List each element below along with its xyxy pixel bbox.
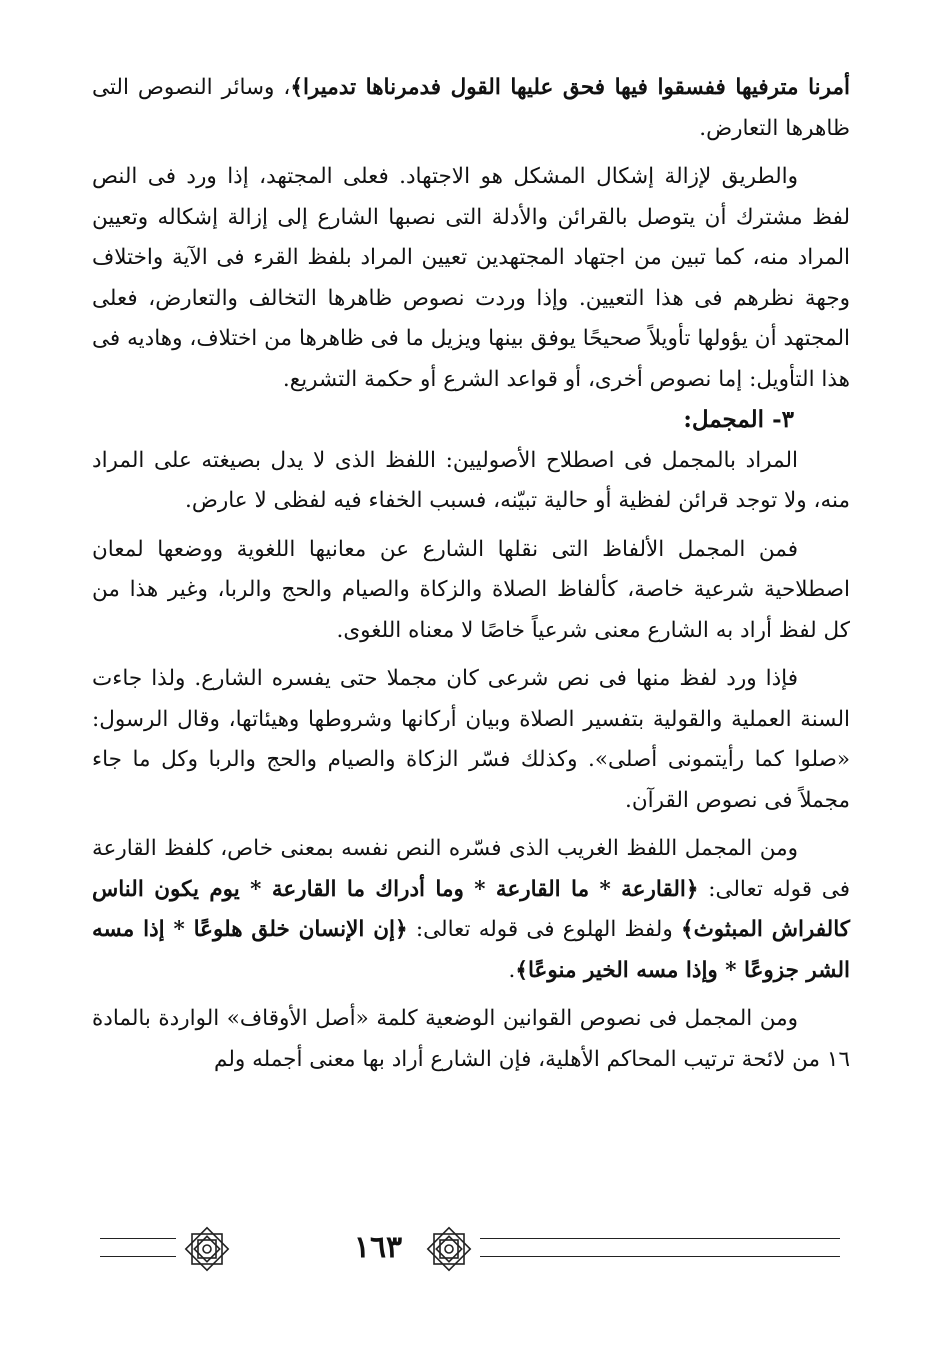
paragraph-3: [92, 441, 850, 522]
text-segment: والطريق لإزالة إشكال المشكل هو الاجتهاد. فعلى المجتهد، إذا ورد فى النص لفظ مشترك أن يتوصل بالقرائن والأدلة التى نصبها الشارع إلى إزالة إشكاله وتعيين المراد منه، كما تبين من اجتهاد المجتهدين تعيين المراد بلفظ القرء فى الآية واختلاف وجهة نظرهم فى هذا التعيين. وإذا وردت نصوص ظاهرها التخالف والتعارض، فعلى المجتهد أن يؤولها تأويلاً صحيحًا يوفق بينها ويزيل ما فى ظاهرها من اختلاف، وهاديه فى هذا التأويل: إما نصوص أخرى، أو قواعد الشرع أو حكمة التشريع.: [92, 164, 850, 392]
text-segment: ، وسائر النصوص التى ظاهرها التعارض.: [92, 75, 850, 141]
text-segment: ومن المجمل اللفظ الغريب الذى فسّره النص نفسه بمعنى خاص، كلفظ القارعة فى قوله تعالى:: [92, 836, 850, 902]
star-ornament-icon: [180, 1222, 234, 1276]
paragraph-2: [92, 157, 850, 400]
text-segment: فإذا ورد لفظ منها فى نص شرعى كان مجملا حتى يفسره الشارع. ولذا جاءت السنة العملية والقولية بتفسير الصلاة وبيان أركانها وشروطها وهيئاتها، وقال الرسول: «صلوا كما رأيتمونى أصلى». وكذلك فسّر الزكاة والصيام والحج والربا وكل ما جاء مجملاً فى نصوص القرآن.: [92, 666, 850, 813]
page-footer: [100, 1222, 840, 1282]
section-heading: ٣- المجمل:: [683, 406, 794, 433]
text-segment: المراد بالمجمل فى اصطلاح الأصوليين: اللفظ الذى لا يدل بصيغته على المراد منه، ولا توجد قرائن لفظية أو حالية تبيّنه، فسبب الخفاء فيه لفظى لا عارض.: [92, 447, 850, 513]
paragraph-4: [92, 530, 850, 652]
footer-rule-left-bottom: [100, 1256, 176, 1257]
paragraph-7: [92, 999, 850, 1080]
text-segment: ومن المجمل فى نصوص القوانين الوضعية كلمة «أصل الأوقاف» الواردة بالمادة ١٦ من لائحة ترتيب المحاكم الأهلية، فإن الشارع أراد بها معنى أجمله ولم: [92, 1006, 850, 1072]
text-segment: .: [508, 957, 516, 983]
footer-rule-right-top: [480, 1238, 840, 1239]
page-content: [92, 68, 850, 1080]
text-segment: فمن المجمل الألفاظ التى نقلها الشارع عن معانيها اللغوية ووضعها لمعان اصطلاحية شرعية خاصة، كألفاظ الصلاة والزكاة والصيام والحج والربا، وغير هذا من كل لفظ أراد به الشارع معنى شرعياً خاصًا لا معناه اللغوى.: [92, 536, 850, 643]
footer-rule-left-top: [100, 1238, 176, 1239]
footer-rule-right-bottom: [480, 1256, 840, 1257]
page-number: ١٦٣: [353, 1230, 403, 1265]
quran-quote: ﴿إن الإنسان خلق هلوعًا * إذا مسه الشر جزوعًا * وإذا مسه الخير منوعًا﴾: [92, 917, 850, 983]
paragraph-5: [92, 659, 850, 821]
paragraph-6: [92, 829, 850, 991]
quran-quote: ﴿القارعة * ما القارعة * وما أدراك ما القارعة * يوم يكون الناس كالفراش المبثوث﴾: [92, 876, 851, 942]
paragraph-1: [92, 68, 850, 149]
star-ornament-icon: [422, 1222, 476, 1276]
text-segment: ولفظ الهلوع فى قوله تعالى:: [407, 917, 681, 942]
quran-quote: أمرنا مترفيها ففسقوا فيها فحق عليها القول فدمرناها تدميرا﴾: [290, 75, 850, 100]
